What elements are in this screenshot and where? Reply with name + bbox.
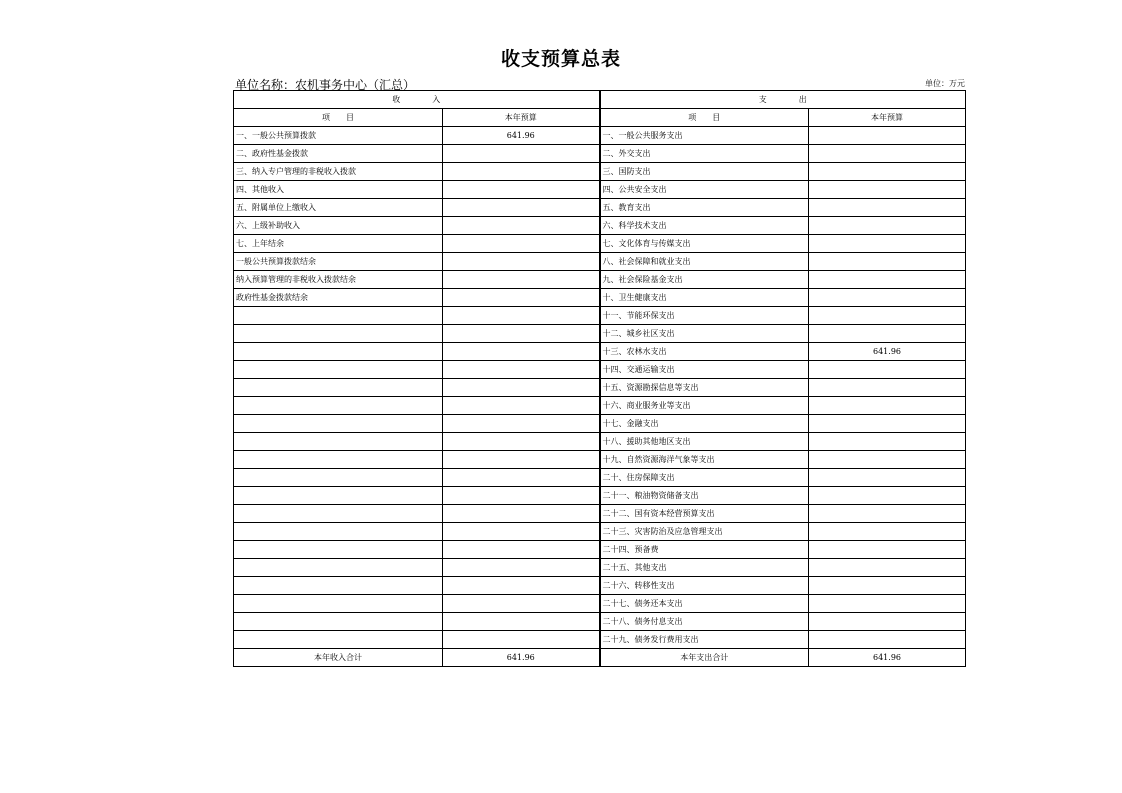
table-row (234, 631, 966, 649)
expense-value-cell (809, 595, 966, 613)
expense-value-cell (809, 631, 966, 649)
expense-value-cell (809, 577, 966, 595)
income-value-cell (443, 541, 600, 559)
expense-value-cell (809, 451, 966, 469)
income-item-cell: 政府性基金拨款结余 (234, 289, 443, 307)
table-row (234, 145, 966, 163)
expense-item-cell: 二十五、其他支出 (600, 559, 809, 577)
income-value-cell (443, 631, 600, 649)
income-value-cell (443, 613, 600, 631)
income-item-cell (234, 343, 443, 361)
income-value-cell (443, 415, 600, 433)
income-item-cell (234, 541, 443, 559)
income-value-cell (443, 577, 600, 595)
expense-section-header: 支 出 (600, 91, 966, 109)
expense-item-cell: 十四、交通运输支出 (600, 361, 809, 379)
income-section-header: 收 入 (234, 91, 600, 109)
income-value-cell (443, 217, 600, 235)
income-value-cell: 641.96 (443, 127, 600, 145)
income-item-cell (234, 415, 443, 433)
income-item-cell (234, 559, 443, 577)
table-row (234, 487, 966, 505)
income-item-cell (234, 577, 443, 595)
income-value-cell (443, 451, 600, 469)
expense-value-cell (809, 541, 966, 559)
expense-item-cell: 六、科学技术支出 (600, 217, 809, 235)
income-item-cell (234, 325, 443, 343)
table-row (234, 325, 966, 343)
income-value-cell (443, 505, 600, 523)
expense-value-cell (809, 289, 966, 307)
unit-line (233, 76, 965, 90)
income-value-cell (443, 379, 600, 397)
table-row (234, 433, 966, 451)
income-value-cell (443, 307, 600, 325)
income-budget-header: 本年预算 (443, 109, 600, 127)
income-value-cell (443, 289, 600, 307)
expense-value-cell (809, 199, 966, 217)
income-item-cell: 一、一般公共预算拨款 (234, 127, 443, 145)
income-value-cell (443, 325, 600, 343)
table-row (234, 559, 966, 577)
expense-item-cell: 十五、资源勘探信息等支出 (600, 379, 809, 397)
expense-item-cell: 八、社会保障和就业支出 (600, 253, 809, 271)
table-row (234, 541, 966, 559)
income-value-cell (443, 523, 600, 541)
expense-value-cell (809, 379, 966, 397)
totals-row (234, 649, 966, 667)
income-item-cell (234, 523, 443, 541)
expense-value-cell (809, 523, 966, 541)
expense-item-cell: 二十二、国有资本经营预算支出 (600, 505, 809, 523)
expense-total-label: 本年支出合计 (600, 649, 809, 667)
table-row (234, 613, 966, 631)
income-item-cell (234, 595, 443, 613)
income-value-cell (443, 145, 600, 163)
income-item-cell (234, 451, 443, 469)
expense-value-cell (809, 271, 966, 289)
table-row (234, 379, 966, 397)
income-item-cell (234, 469, 443, 487)
expense-item-cell: 十一、节能环保支出 (600, 307, 809, 325)
table-row (234, 181, 966, 199)
income-item-cell (234, 361, 443, 379)
expense-item-header: 项 目 (600, 109, 809, 127)
table-row (234, 397, 966, 415)
expense-item-cell: 二十一、粮油物资储备支出 (600, 487, 809, 505)
income-value-cell (443, 253, 600, 271)
expense-value-cell (809, 487, 966, 505)
income-value-cell (443, 271, 600, 289)
table-row (234, 235, 966, 253)
income-item-cell: 七、上年结余 (234, 235, 443, 253)
expense-value-cell (809, 397, 966, 415)
column-header-row (234, 109, 966, 127)
expense-item-cell: 二十八、债务付息支出 (600, 613, 809, 631)
expense-item-cell: 二十九、债务发行费用支出 (600, 631, 809, 649)
income-item-cell (234, 307, 443, 325)
income-item-cell: 二、政府性基金拨款 (234, 145, 443, 163)
expense-item-cell: 二、外交支出 (600, 145, 809, 163)
expense-item-cell: 四、公共安全支出 (600, 181, 809, 199)
income-item-cell: 四、其他收入 (234, 181, 443, 199)
expense-value-cell (809, 217, 966, 235)
income-item-cell (234, 397, 443, 415)
income-item-cell (234, 487, 443, 505)
expense-value-cell (809, 433, 966, 451)
table-row (234, 415, 966, 433)
table-row (234, 127, 966, 145)
expense-item-cell: 五、教育支出 (600, 199, 809, 217)
expense-value-cell (809, 307, 966, 325)
income-item-cell: 纳入预算管理的非税收入拨款结余 (234, 271, 443, 289)
expense-value-cell (809, 253, 966, 271)
expense-value-cell (809, 127, 966, 145)
income-value-cell (443, 181, 600, 199)
expense-item-cell: 十三、农林水支出 (600, 343, 809, 361)
income-item-cell: 一般公共预算拨款结余 (234, 253, 443, 271)
income-value-cell (443, 361, 600, 379)
expense-item-cell: 七、文化体育与传媒支出 (600, 235, 809, 253)
table-row (234, 505, 966, 523)
table-row (234, 271, 966, 289)
table-row (234, 343, 966, 361)
income-value-cell (443, 595, 600, 613)
income-value-cell (443, 199, 600, 217)
expense-value-cell (809, 145, 966, 163)
expense-value-cell (809, 559, 966, 577)
expense-item-cell: 二十七、债务还本支出 (600, 595, 809, 613)
income-item-header: 项 目 (234, 109, 443, 127)
table-row (234, 199, 966, 217)
expense-item-cell: 九、社会保险基金支出 (600, 271, 809, 289)
expense-item-cell: 三、国防支出 (600, 163, 809, 181)
table-row (234, 253, 966, 271)
table-row (234, 361, 966, 379)
expense-value-cell (809, 505, 966, 523)
income-value-cell (443, 559, 600, 577)
expense-item-cell: 一、一般公共服务支出 (600, 127, 809, 145)
page-title: 收支预算总表 (500, 48, 621, 70)
expense-value-cell (809, 163, 966, 181)
expense-value-cell (809, 325, 966, 343)
income-total-label: 本年收入合计 (234, 649, 443, 667)
expense-value-cell (809, 235, 966, 253)
income-item-cell (234, 433, 443, 451)
expense-value-cell (809, 181, 966, 199)
expense-item-cell: 十九、自然资源海洋气象等支出 (600, 451, 809, 469)
income-item-cell (234, 505, 443, 523)
income-value-cell (443, 469, 600, 487)
budget-table (233, 90, 966, 667)
table-row (234, 523, 966, 541)
table-row (234, 595, 966, 613)
expense-value-cell (809, 613, 966, 631)
income-item-cell (234, 631, 443, 649)
table-row (234, 577, 966, 595)
expense-value-cell (809, 469, 966, 487)
expense-item-cell: 二十、住房保障支出 (600, 469, 809, 487)
income-value-cell (443, 433, 600, 451)
income-item-cell: 六、上级补助收入 (234, 217, 443, 235)
section-header-row (234, 91, 966, 109)
unit-name: 单位名称：农机事务中心（汇总） (235, 78, 416, 92)
table-row (234, 451, 966, 469)
income-value-cell (443, 235, 600, 253)
income-item-cell: 五、附属单位上缴收入 (234, 199, 443, 217)
expense-value-cell: 641.96 (809, 343, 966, 361)
table-row (234, 469, 966, 487)
expense-budget-header: 本年预算 (809, 109, 966, 127)
expense-item-cell: 二十三、灾害防治及应急管理支出 (600, 523, 809, 541)
expense-item-cell: 十八、援助其他地区支出 (600, 433, 809, 451)
expense-value-cell (809, 361, 966, 379)
table-row (234, 289, 966, 307)
income-value-cell (443, 397, 600, 415)
expense-item-cell: 十二、城乡社区支出 (600, 325, 809, 343)
currency-unit: 单位：万元 (925, 79, 965, 88)
expense-total-value: 641.96 (809, 649, 966, 667)
table-row (234, 217, 966, 235)
expense-item-cell: 十、卫生健康支出 (600, 289, 809, 307)
expense-value-cell (809, 415, 966, 433)
income-value-cell (443, 343, 600, 361)
table-row (234, 163, 966, 181)
expense-item-cell: 十六、商业服务业等支出 (600, 397, 809, 415)
expense-item-cell: 二十六、转移性支出 (600, 577, 809, 595)
income-item-cell (234, 379, 443, 397)
income-item-cell (234, 613, 443, 631)
table-row (234, 307, 966, 325)
expense-item-cell: 十七、金融支出 (600, 415, 809, 433)
expense-item-cell: 二十四、预备费 (600, 541, 809, 559)
income-value-cell (443, 487, 600, 505)
income-total-value: 641.96 (443, 649, 600, 667)
income-value-cell (443, 163, 600, 181)
income-item-cell: 三、纳入专户管理的非税收入拨款 (234, 163, 443, 181)
